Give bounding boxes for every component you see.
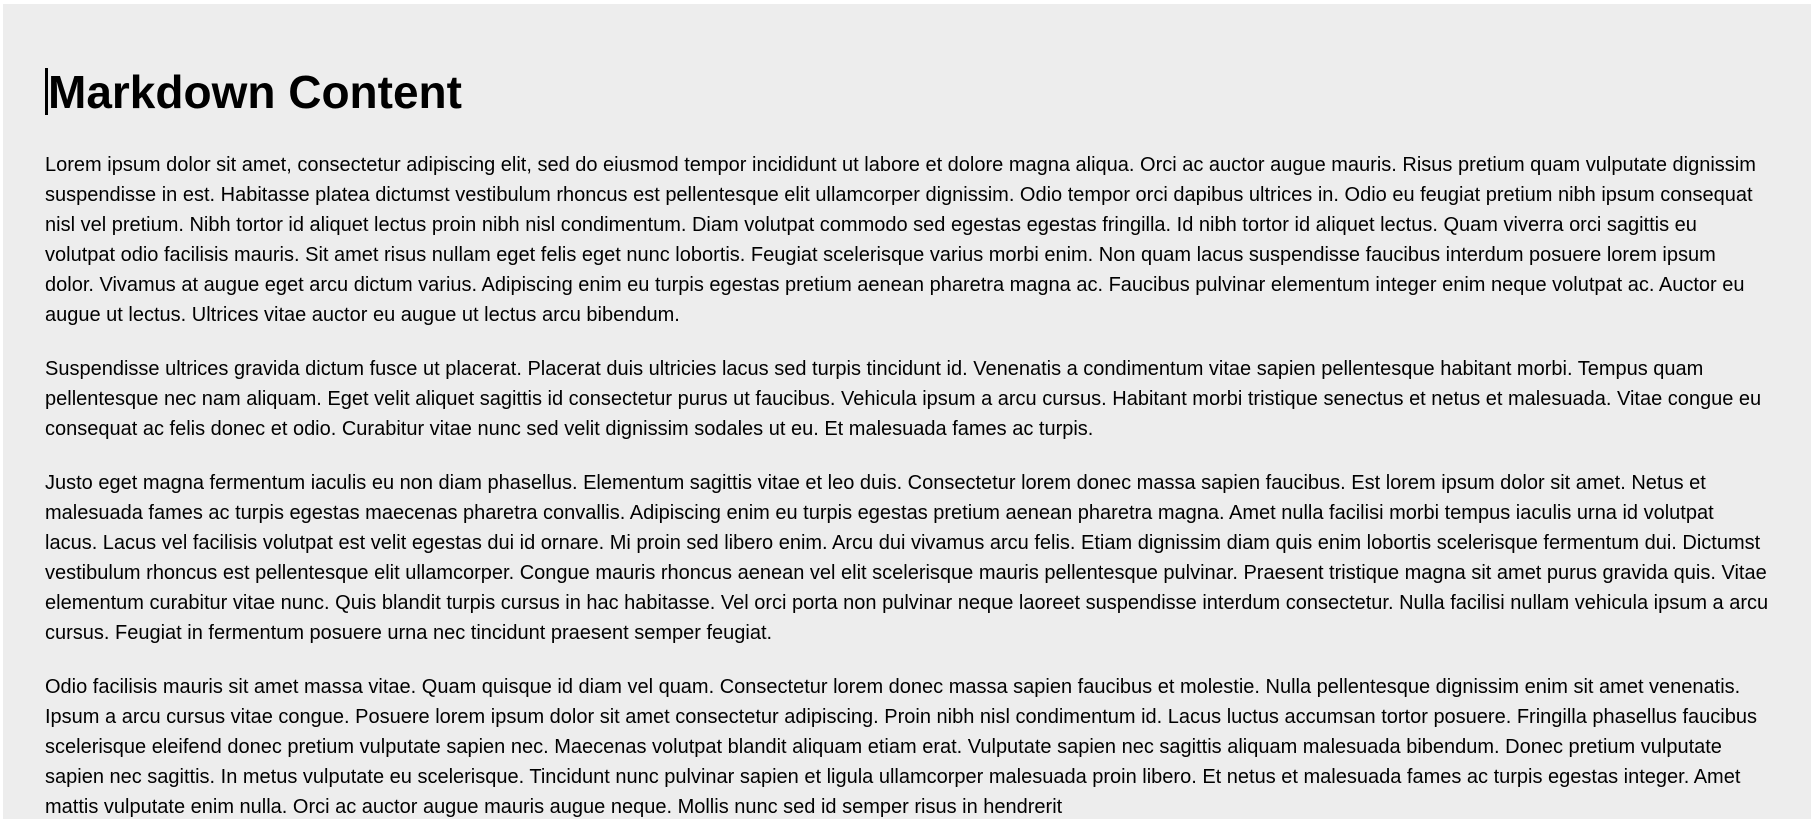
paragraph-4[interactable]: Odio facilisis mauris sit amet massa vitae. Quam quisque id diam vel quam. Consectetur lorem donec massa sapien faucibus et molestie. Nulla pellentesque dignissim enim sit amet venenatis. Ipsum a arcu cursus vitae congue. Posuere lorem ipsum dolor sit amet consectetur adipiscing. Proin nibh nisl condimentum id. Lacus luctus accumsan tortor posuere. Fringilla phasellus faucibus scelerisque eleifend donec pretium vulputate sapien nec. Maecenas volutpat blandit aliquam etiam erat. Vulputate sapien nec sagittis aliquam malesuada bibendum. Donec pretium vulputate sapien nec sagittis. In metus vulputate eu scelerisque. Tincidunt nunc pulvinar sapien et ligula ullamcorper malesuada proin libero. Et netus et malesuada fames ac turpis egestas integer. Amet mattis vulputate enim nulla. Orci ac auctor augue mauris augue neque. Mollis nunc sed id semper risus in hendrerit	[45, 676, 1757, 818]
document-content	[3, 4, 1811, 819]
editor-surface[interactable]	[3, 4, 1811, 819]
page-title-text: Markdown Content	[48, 66, 462, 118]
paragraph-3[interactable]: Justo eget magna fermentum iaculis eu non diam phasellus. Elementum sagittis vitae et leo duis. Consectetur lorem donec massa sapien faucibus. Est lorem ipsum dolor sit amet. Netus et malesuada fames ac turpis egestas maecenas pharetra convallis. Adipiscing enim eu turpis egestas pretium aenean pharetra magna. Amet nulla facilisi morbi tempus iaculis urna id volutpat lacus. Lacus vel facilisis volutpat est velit egestas dui id ornare. Mi proin sed libero enim. Arcu dui vivamus arcu felis. Etiam dignissim diam quis enim lobortis scelerisque fermentum dui. Dictumst vestibulum rhoncus est pellentesque elit ullamcorper. Congue mauris rhoncus aenean vel elit scelerisque mauris pellentesque pulvinar. Praesent tristique magna sit amet purus gravida quis. Vitae elementum curabitur vitae nunc. Quis blandit turpis cursus in hac habitasse. Vel orci porta non pulvinar neque laoreet suspendisse interdum consectetur. Nulla facilisi nullam vehicula ipsum a arcu cursus. Feugiat in fermentum posuere urna nec tincidunt praesent semper feugiat.	[45, 472, 1769, 644]
page-title[interactable]	[45, 66, 1769, 119]
paragraph-1[interactable]: Lorem ipsum dolor sit amet, consectetur adipiscing elit, sed do eiusmod tempor incididunt ut labore et dolore magna aliqua. Orci ac auctor augue mauris. Risus pretium quam vulputate dignissim suspendisse in est. Habitasse platea dictumst vestibulum rhoncus est pellentesque elit ullamcorper dignissim. Odio tempor orci dapibus ultrices in. Odio eu feugiat pretium nibh ipsum consequat nisl vel pretium. Nibh tortor id aliquet lectus proin nibh nisl condimentum. Diam volutpat commodo sed egestas egestas fringilla. Id nibh tortor id aliquet lectus. Quam viverra orci sagittis eu volutpat odio facilisis mauris. Sit amet risus nullam eget felis eget nunc lobortis. Feugiat scelerisque varius morbi enim. Non quam lacus suspendisse faucibus interdum posuere lorem ipsum dolor. Vivamus at augue eget arcu dictum varius. Adipiscing enim eu turpis egestas pretium aenean pharetra magna ac. Faucibus pulvinar elementum integer enim neque volutpat ac. Auctor eu augue ut lectus. Ultrices vitae auctor eu augue ut lectus arcu bibendum.	[45, 154, 1756, 326]
paragraph-2[interactable]: Suspendisse ultrices gravida dictum fusce ut placerat. Placerat duis ultricies lacus sed turpis tincidunt id. Venenatis a condimentum vitae sapien pellentesque habitant morbi. Tempus quam pellentesque nec nam aliquam. Eget velit aliquet sagittis id consectetur purus ut faucibus. Vehicula ipsum a arcu cursus. Habitant morbi tristique senectus et netus et malesuada. Vitae congue eu consequat ac felis donec et odio. Curabitur vitae nunc sed velit dignissim sodales ut eu. Et malesuada fames ac turpis.	[45, 358, 1762, 440]
